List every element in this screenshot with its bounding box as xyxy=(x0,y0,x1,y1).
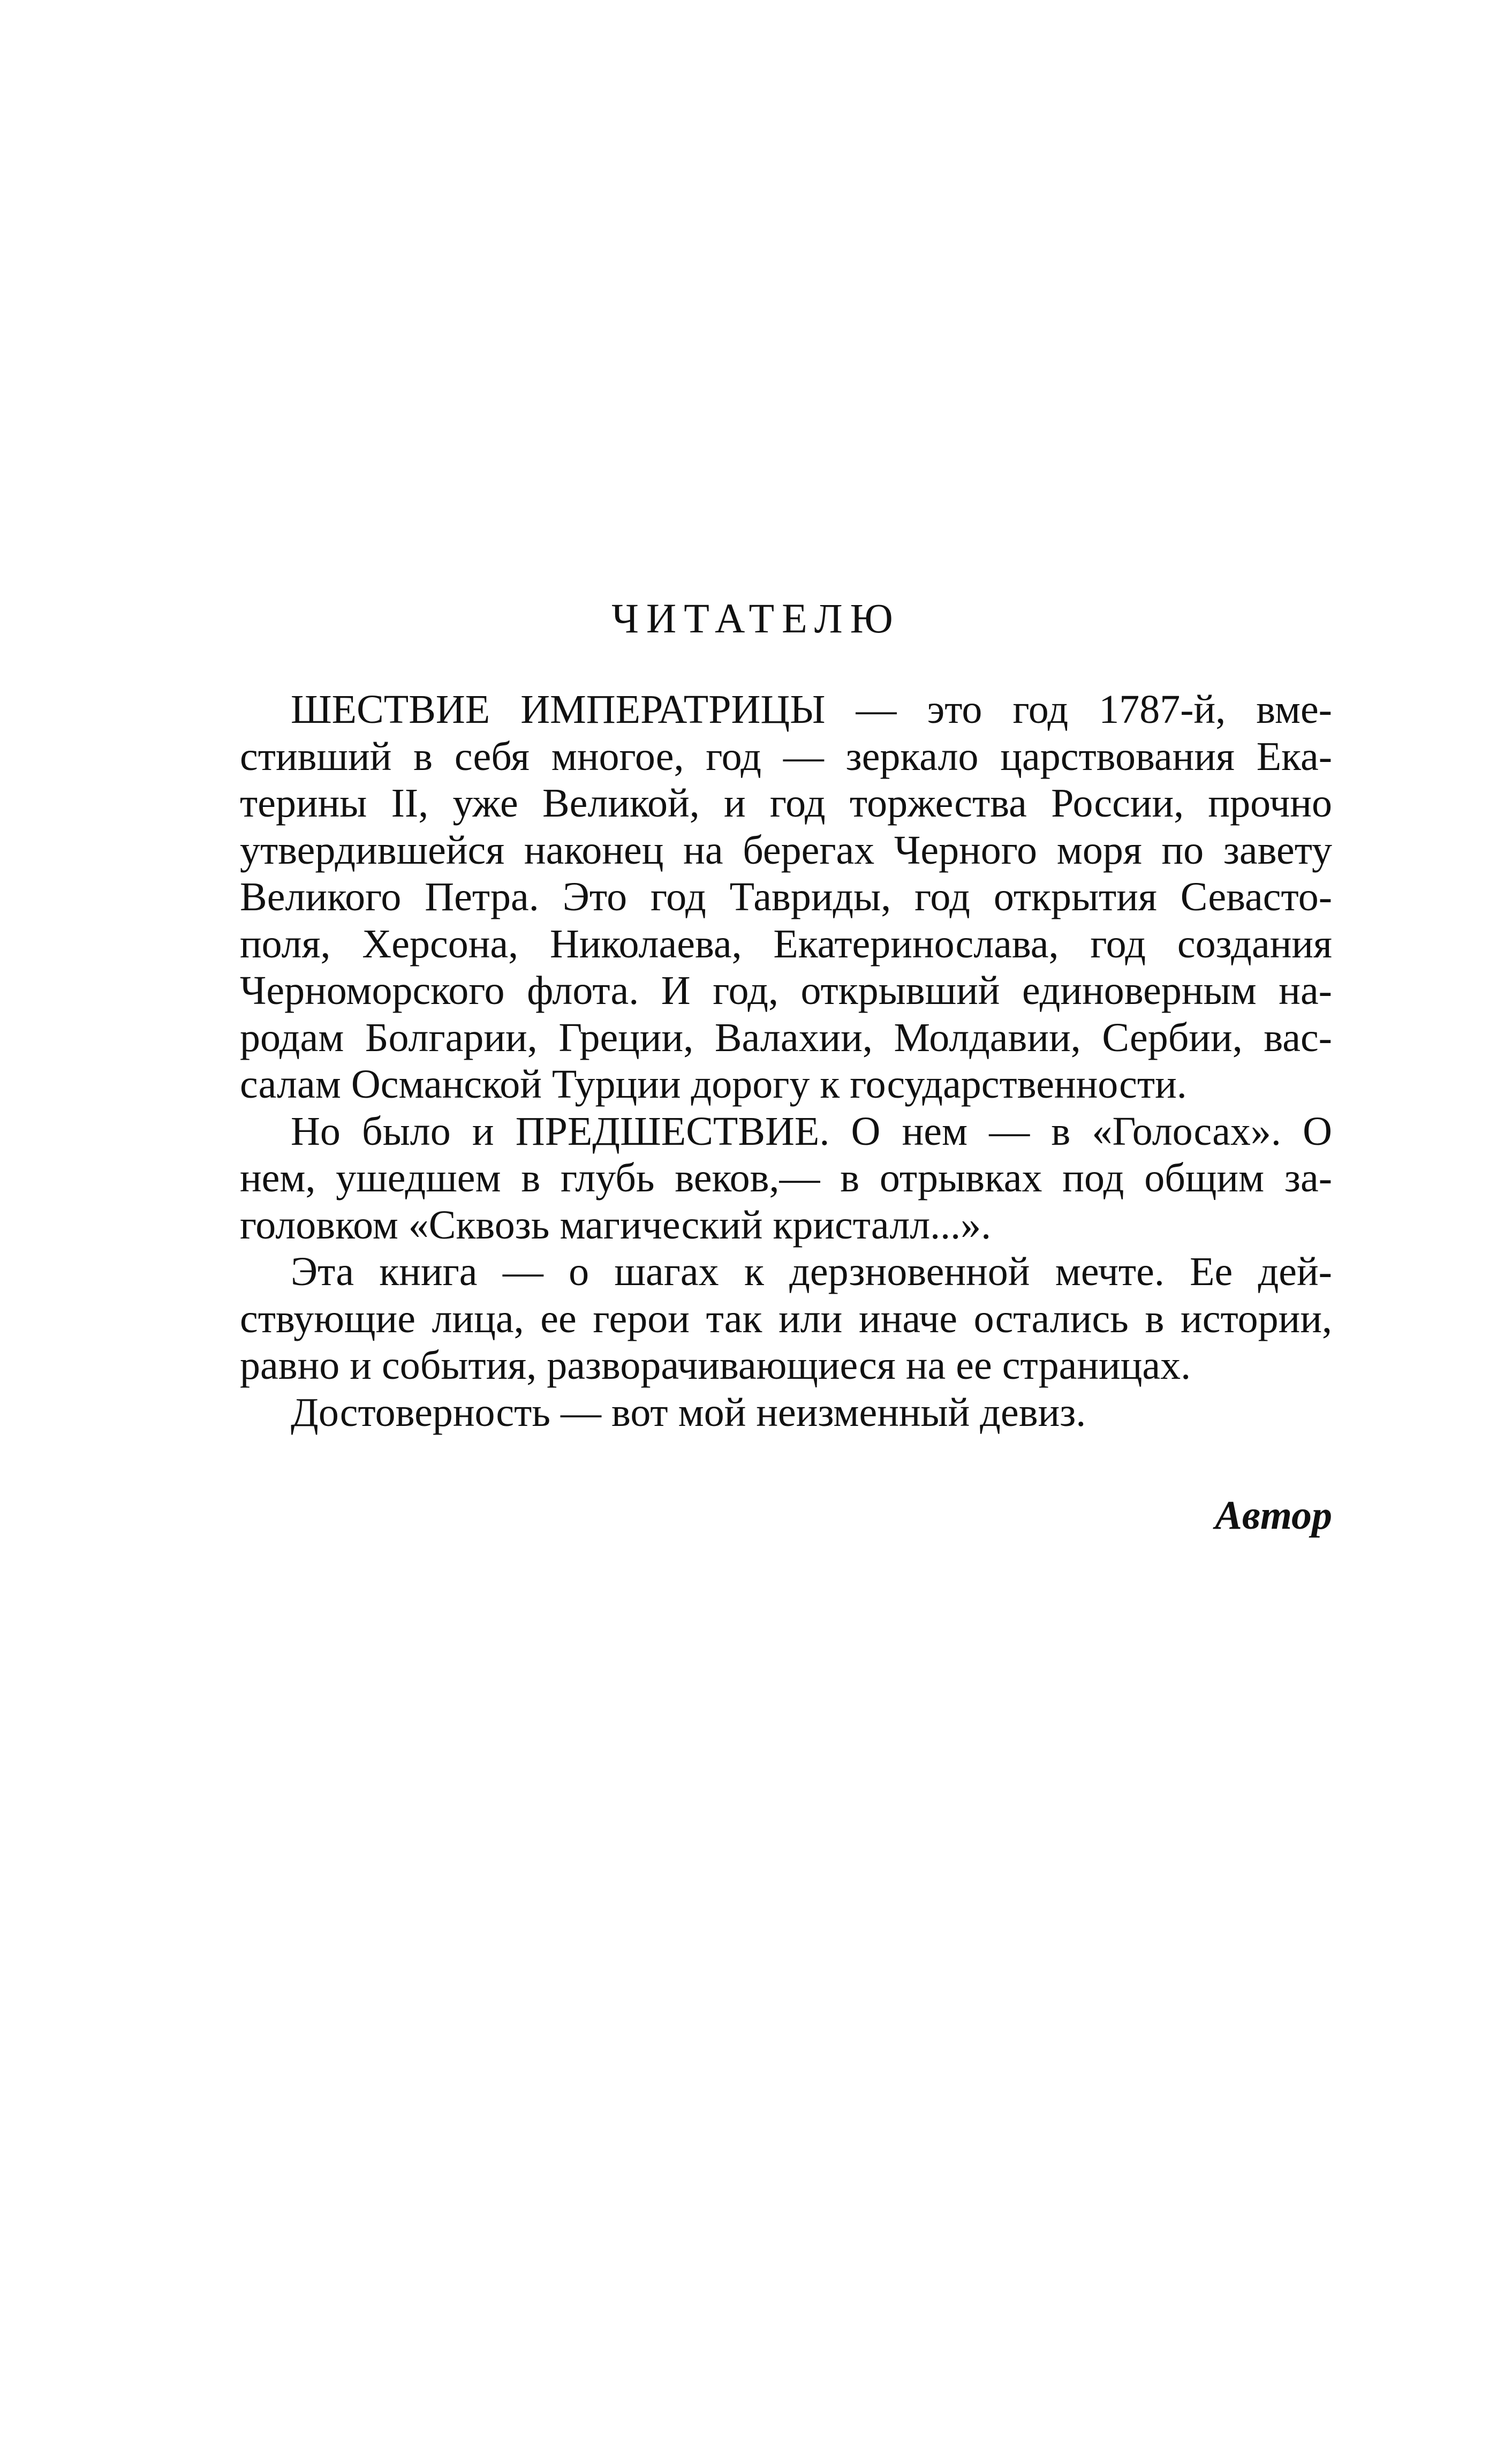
text-line: Достоверность — вот мой неизменный девиз. xyxy=(291,1390,1086,1435)
page-title: ЧИТАТЕЛЮ xyxy=(611,595,901,641)
author-signature: Автор xyxy=(1215,1493,1332,1538)
text-line: нем, ушедшем в глубь веков,— в отрывках под общим за- xyxy=(240,1156,1332,1200)
text-line: Черноморского флота. И год, открывший единоверным на- xyxy=(240,968,1332,1013)
text-line: равно и события, разворачивающиеся на ее страницах. xyxy=(240,1343,1191,1388)
text-line: Великого Петра. Это год Тавриды, год открытия Севасто- xyxy=(240,874,1332,919)
text-line: поля, Херсона, Николаева, Екатеринослава, год создания xyxy=(240,921,1332,966)
text-line: утвердившейся наконец на берегах Черного моря по завету xyxy=(240,827,1332,873)
text-line: ствующие лица, ее герои так или иначе остались в истории, xyxy=(240,1296,1332,1341)
text-line: салам Османской Турции дорогу к государственности. xyxy=(240,1062,1187,1107)
text-line: стивший в себя многое, год — зеркало царствования Ека- xyxy=(240,734,1332,779)
text-line: ШЕСТВИЕ ИМПЕРАТРИЦЫ — это год 1787-й, вме- xyxy=(291,687,1332,732)
foreword-text xyxy=(240,686,1332,1436)
text-line: Эта книга — о шагах к дерзновенной мечте. Ее дей- xyxy=(291,1249,1332,1294)
text-line: родам Болгарии, Греции, Валахии, Молдавии, Сербии, вас- xyxy=(240,1015,1332,1060)
text-line: терины II, уже Великой, и год торжества России, прочно xyxy=(240,781,1332,826)
text-line: головком «Сквозь магический кристалл...». xyxy=(240,1202,992,1248)
text-line: Но было и ПРЕДШЕСТВИЕ. О нем — в «Голосах». О xyxy=(291,1108,1332,1154)
